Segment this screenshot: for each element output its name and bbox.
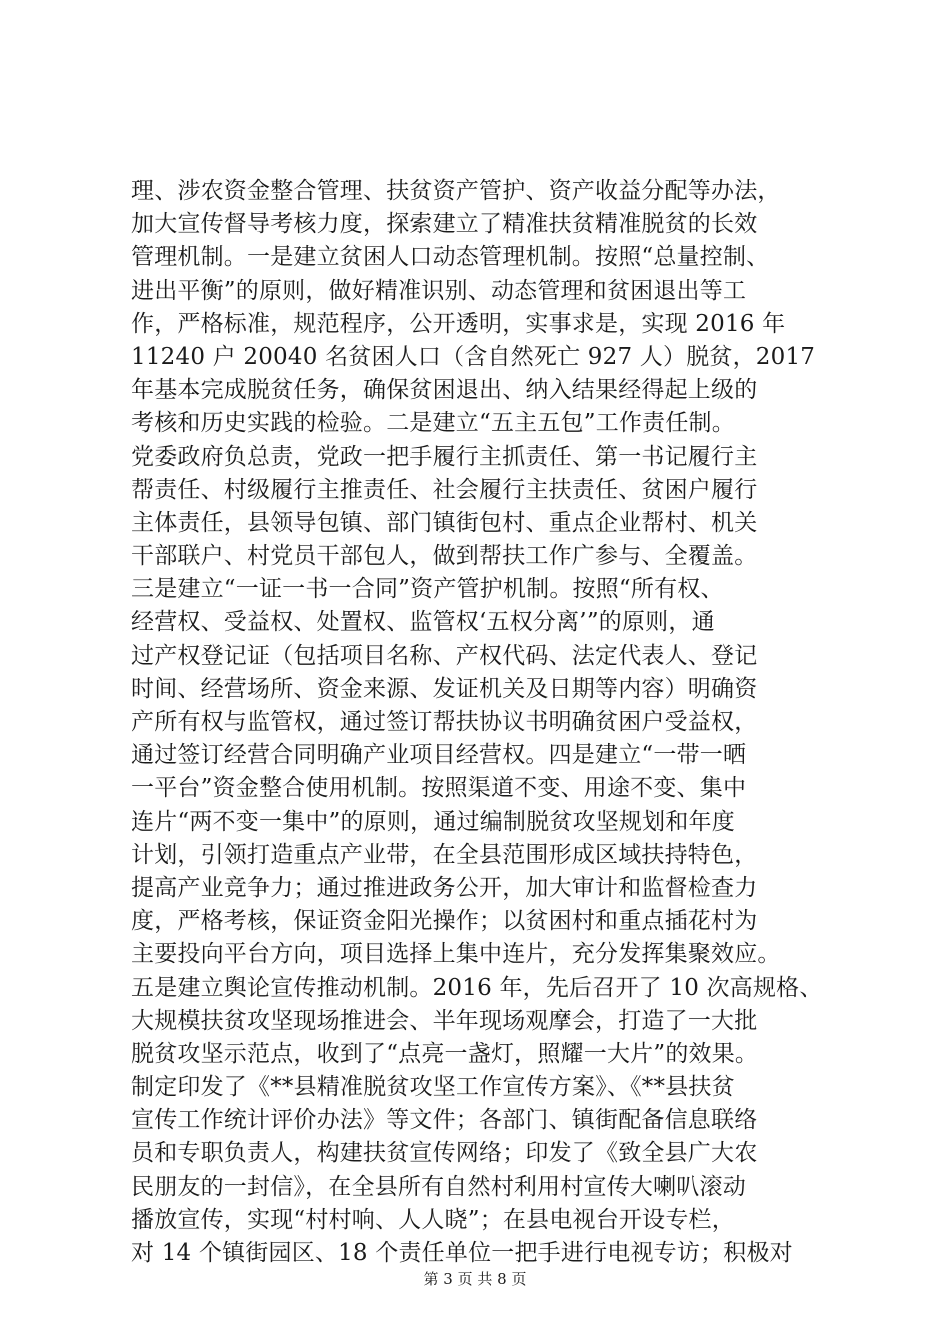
text-line: 大规模扶贫攻坚现场推进会、半年现场观摩会，打造了一大批 (131, 1007, 758, 1034)
text-line: 提高产业竞争力；通过推进政务公开，加大审计和监督检查力 (131, 874, 758, 901)
text-line: 播放宣传，实现“村村响、人人晓”；在县电视台开设专栏， (131, 1206, 735, 1233)
text-line: 干部联户、村党员干部包人，做到帮扶工作广参与、全覆盖。 (131, 543, 758, 570)
text-line: 11240 户 20040 名贫困人口（含自然死亡 927 人）脱贫，2017 (131, 343, 816, 370)
text-line: 度，严格考核，保证资金阳光操作；以贫困村和重点插花村为 (131, 908, 758, 935)
text-line: 计划，引领打造重点产业带，在全县范围形成区域扶持特色， (131, 841, 758, 868)
text-line: 年基本完成脱贫任务，确保贫困退出、纳入结果经得起上级的 (131, 377, 758, 404)
text-line: 作，严格标准，规范程序，公开透明，实事求是，实现 2016 年 (131, 310, 786, 337)
text-line: 连片“两不变一集中”的原则，通过编制脱贫攻坚规划和年度 (131, 808, 735, 835)
text-line: 产所有权与监管权，通过签订帮扶协议书明确贫困户受益权， (131, 709, 758, 735)
text-line: 五是建立舆论宣传推动机制。2016 年，先后召开了 10 次高规格、 (131, 974, 823, 1001)
text-line: 经营权、受益权、处置权、监管权‘五权分离’”的原则，通 (131, 609, 715, 636)
text-line: 民朋友的一封信》，在全县所有自然村利用村宣传大喇叭滚动 (131, 1173, 746, 1200)
text-line: 通过签订经营合同明确产业项目经营权。四是建立“一带一晒 (131, 742, 747, 769)
text-line: 加大宣传督导考核力度，探索建立了精准扶贫精准脱贫的长效 (131, 211, 758, 238)
text-line: 时间、经营场所、资金来源、发证机关及日期等内容）明确资 (131, 675, 758, 702)
text-line: 一平台”资金整合使用机制。按照渠道不变、用途不变、集中 (131, 775, 747, 802)
text-line: 主要投向平台方向，项目选择上集中连片，充分发挥集聚效应。 (131, 941, 781, 968)
text-line: 理、涉农资金整合管理、扶贫资产管护、资产收益分配等办法， (131, 178, 781, 204)
text-line: 制定印发了《**县精准脱贫攻坚工作宣传方案》、《**县扶贫 (131, 1074, 735, 1101)
text-line: 宣传工作统计评价办法》等文件；各部门、镇街配备信息联络 (131, 1107, 758, 1134)
text-line: 三是建立“一证一书一合同”资产管护机制。按照“所有权、 (131, 576, 724, 603)
page-footer (0, 1268, 950, 1289)
text-line: 党委政府负总责，党政一把手履行主抓责任、第一书记履行主 (131, 443, 758, 470)
text-line: 脱贫攻坚示范点，收到了“点亮一盏灯，照耀一大片”的效果。 (131, 1040, 759, 1067)
body-paragraph (131, 175, 831, 1270)
text-line: 考核和历史实践的检验。二是建立“五主五包”工作责任制。 (131, 410, 735, 437)
text-line: 管理机制。一是建立贫困人口动态管理机制。按照“总量控制、 (131, 244, 770, 271)
text-line: 进出平衡”的原则，做好精准识别、动态管理和贫困退出等工 (131, 277, 747, 304)
page-number: 第 3 页 共 8 页 (423, 1270, 527, 1288)
text-line: 对 14 个镇街园区、18 个责任单位一把手进行电视专访；积极对 (131, 1240, 793, 1266)
text-line: 员和专职负责人，构建扶贫宣传网络；印发了《致全县广大农 (131, 1140, 758, 1167)
text-line: 过产权登记证（包括项目名称、产权代码、法定代表人、登记 (131, 642, 758, 669)
text-line: 主体责任，县领导包镇、部门镇街包村、重点企业帮村、机关 (131, 509, 758, 536)
text-line: 帮责任、村级履行主推责任、社会履行主扶责任、贫困户履行 (131, 476, 758, 503)
